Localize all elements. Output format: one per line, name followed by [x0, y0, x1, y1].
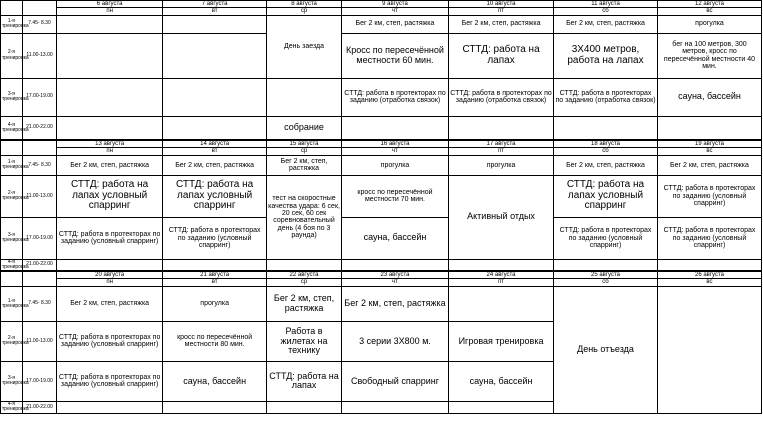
activity-cell: Бег 2 км, степ, растяжка	[267, 155, 342, 175]
dow-cell: чт	[341, 8, 448, 15]
dow-cell: вс	[657, 279, 761, 286]
time-cell: 17.00-19.00	[22, 78, 56, 116]
activity-cell: СТТД: работа в протекторах по заданию (условный спарринг)	[57, 361, 163, 401]
activity-cell: тест на скоростные качества удара: 6 сек, 20 сек, 60 сек соревновательный день (4 боя по 3 раунда)	[267, 175, 342, 259]
time-cell: 17.00-19.00	[22, 217, 56, 259]
date-cell: 24 августа	[449, 271, 554, 279]
activity-cell: сауна, бассейн	[341, 217, 448, 259]
time-cell: 17.00-19.00	[22, 361, 56, 401]
dow-cell: вт	[163, 8, 267, 15]
week1-session1	[1, 15, 762, 33]
activity-cell: СТТД: работа в протекторах по заданию (условный спарринг)	[57, 321, 163, 361]
date-cell: 21 августа	[163, 271, 267, 279]
session-label: 1-я тренировка	[1, 155, 23, 175]
activity-cell: СТТД: работа в протекторах по заданию (условный спарринг)	[554, 217, 658, 259]
activity-cell: собрание	[267, 116, 342, 140]
dow-cell: ср	[267, 279, 342, 286]
time-cell: 7.45- 8.30	[22, 286, 56, 321]
week2-session1	[1, 155, 762, 175]
activity-cell: Бег 2 км, степ, растяжка	[341, 15, 448, 33]
time-cell: 7.45- 8.30	[22, 15, 56, 33]
date-cell: 26 августа	[657, 271, 761, 279]
activity-cell: Бег 2 км, степ, растяжка	[57, 155, 163, 175]
dow-cell: вс	[657, 8, 761, 15]
dow-cell: сб	[554, 279, 658, 286]
activity-cell: Бег 2 км, степ, растяжка	[554, 15, 658, 33]
activity-cell: СТТД: работа на лапах условный спарринг	[554, 175, 658, 217]
dow-cell: сб	[554, 8, 658, 15]
activity-cell: кросс по пересечённой местности 70 мин.	[341, 175, 448, 217]
date-cell: 20 августа	[57, 271, 163, 279]
session-label: 3-я тренировка	[1, 361, 23, 401]
activity-cell: прогулка	[657, 15, 761, 33]
activity-cell: Бег 2 км, степ, растяжка	[554, 155, 658, 175]
activity-cell: СТТД: работа в протекторах по заданию (условный спарринг)	[57, 217, 163, 259]
activity-cell: СТТД: работа на лапах условный спарринг	[163, 175, 267, 217]
date-cell: 14 августа	[163, 140, 267, 148]
dow-cell: ср	[267, 8, 342, 15]
dow-cell: пн	[57, 279, 163, 286]
activity-cell: СТТД: работа в протекторах по заданию (условный спарринг)	[163, 217, 267, 259]
week2-session4	[1, 259, 762, 271]
session-label: 1-я тренировка	[1, 286, 23, 321]
activity-cell: сауна, бассейн	[163, 361, 267, 401]
dow-cell: пт	[449, 8, 554, 15]
date-cell: 6 августа	[57, 1, 163, 8]
activity-cell: прогулка	[449, 155, 554, 175]
week1-session4	[1, 116, 762, 140]
dow-cell: пн	[57, 148, 163, 155]
date-cell: 11 августа	[554, 1, 658, 8]
activity-cell: 3 серии 3Х800 м.	[341, 321, 448, 361]
activity-cell: Бег 2 км, степ, растяжка	[267, 286, 342, 321]
dow-cell: вс	[657, 148, 761, 155]
activity-cell: кросс по пересечённой местности 80 мин.	[163, 321, 267, 361]
dow-cell: пн	[57, 8, 163, 15]
date-cell: 16 августа	[341, 140, 448, 148]
time-cell: 21.00-22.00	[22, 116, 56, 140]
week2-session3	[1, 217, 762, 259]
dow-cell: чт	[341, 279, 448, 286]
date-cell: 13 августа	[57, 140, 163, 148]
time-cell: 11.00-13.00	[22, 321, 56, 361]
activity-cell: Свободный спарринг	[341, 361, 448, 401]
date-cell: 23 августа	[341, 271, 448, 279]
date-cell: 7 августа	[163, 1, 267, 8]
date-cell: 19 августа	[657, 140, 761, 148]
date-cell: 17 августа	[449, 140, 554, 148]
session-label: 1-я тренировка	[1, 15, 23, 33]
activity-cell: День заезда	[267, 15, 342, 78]
dow-cell: вт	[163, 148, 267, 155]
activity-cell: Бег 2 км, степ, растяжка	[341, 286, 448, 321]
activity-cell: бег на 100 метров, 300 метров, кросс по пересечённой местности 40 мин.	[657, 33, 761, 78]
date-cell: 8 августа	[267, 1, 342, 8]
activity-cell: Бег 2 км, степ, растяжка	[57, 286, 163, 321]
time-cell: 11.00-13.00	[22, 175, 56, 217]
week2-session2	[1, 175, 762, 217]
activity-cell: Активный отдых	[449, 175, 554, 259]
dow-cell: сб	[554, 148, 658, 155]
dow-cell: чт	[341, 148, 448, 155]
session-label: 4-я тренировка	[1, 116, 23, 140]
dow-cell: пт	[449, 148, 554, 155]
activity-cell: Бег 2 км, степ, растяжка	[163, 155, 267, 175]
activity-cell: СТТД: работа в протекторах по заданию (отработка связок)	[449, 78, 554, 116]
activity-cell: СТТД: работа в протекторах по заданию (отработка связок)	[554, 78, 658, 116]
time-cell: 21.00-22.00	[22, 401, 56, 413]
activity-cell: прогулка	[341, 155, 448, 175]
activity-cell: День отъезда	[554, 286, 658, 413]
week1-dow-row	[1, 8, 762, 15]
activity-cell: 3Х400 метров, работа на лапах	[554, 33, 658, 78]
date-cell: 12 августа	[657, 1, 761, 8]
session-label: 3-я тренировка	[1, 217, 23, 259]
date-cell: 9 августа	[341, 1, 448, 8]
date-cell: 22 августа	[267, 271, 342, 279]
activity-cell: сауна, бассейн	[657, 78, 761, 116]
activity-cell: Игровая тренировка	[449, 321, 554, 361]
session-label: 4-я тренировка	[2, 258, 29, 270]
week1-session3	[1, 78, 762, 116]
activity-cell: СТТД: работа на лапах условный спарринг	[57, 175, 163, 217]
session-label: 2-я тренировка	[1, 33, 23, 78]
session-label: 2-я тренировка	[1, 175, 23, 217]
week1-dates-row	[1, 1, 762, 8]
activity-cell: СТТД: работа в протекторах по заданию (отработка связок)	[341, 78, 448, 116]
week3-dates-row	[1, 271, 762, 279]
date-cell: 18 августа	[554, 140, 658, 148]
activity-cell: Работа в жилетах на технику	[267, 321, 342, 361]
activity-cell: СТТД: работа в протекторах по заданию (условный спарринг)	[657, 175, 761, 217]
activity-cell: прогулка	[163, 286, 267, 321]
week1-session2	[1, 33, 762, 78]
dow-cell: ср	[267, 148, 342, 155]
activity-cell: СТТД: работа в протекторах по заданию (условный спарринг)	[657, 217, 761, 259]
date-cell: 15 августа	[267, 140, 342, 148]
week2-dow-row	[1, 148, 762, 155]
week3-dow-row	[1, 279, 762, 286]
time-cell: 21.00-22.00	[22, 259, 56, 271]
time-cell: 11.00-13.00	[22, 33, 56, 78]
session-label: 4-я тренировка	[2, 401, 29, 413]
date-cell: 25 августа	[554, 271, 658, 279]
activity-cell: Кросс по пересечённой местности 60 мин.	[341, 33, 448, 78]
dow-cell: вт	[163, 279, 267, 286]
week3-session1	[1, 286, 762, 321]
time-cell: 7.45- 8.30	[22, 155, 56, 175]
activity-cell: сауна, бассейн	[449, 361, 554, 401]
activity-cell: СТТД: работа на лапах	[267, 361, 342, 401]
session-label: 3-я тренировка	[1, 78, 23, 116]
activity-cell: СТТД: работа на лапах	[449, 33, 554, 78]
activity-cell: Бег 2 км, степ, растяжка	[449, 15, 554, 33]
session-label: 2-я тренировка	[1, 321, 23, 361]
date-cell: 10 августа	[449, 1, 554, 8]
week2-dates-row	[1, 140, 762, 148]
dow-cell: пт	[449, 279, 554, 286]
activity-cell: Бег 2 км, степ, растяжка	[657, 155, 761, 175]
